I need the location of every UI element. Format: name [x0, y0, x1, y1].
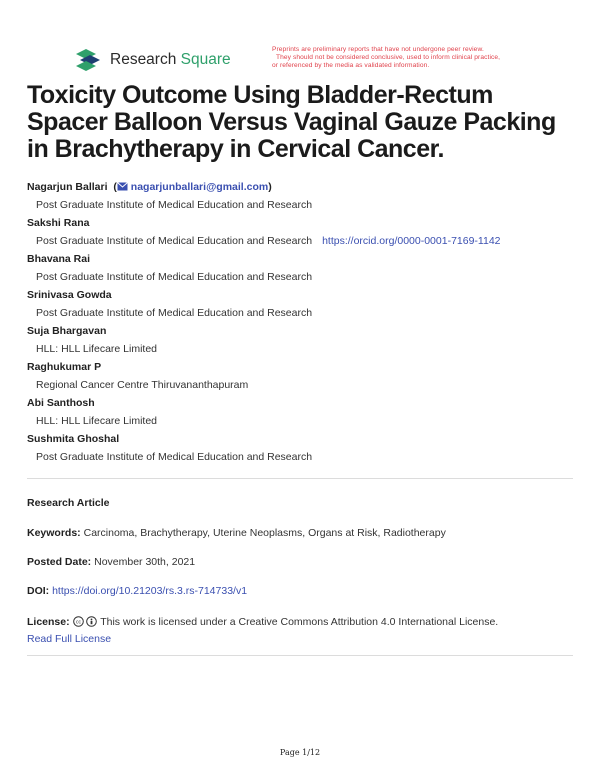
brand-name: Research Square — [110, 51, 231, 68]
author-affiliation: Regional Cancer Centre Thiruvananthapuram — [36, 379, 249, 391]
author-affiliation: Post Graduate Institute of Medical Education and Research — [36, 271, 313, 283]
author-affiliation: Post Graduate Institute of Medical Education and Research — [36, 199, 313, 211]
article-type: Research Article — [27, 497, 110, 509]
envelope-icon — [117, 182, 128, 191]
preprint-notice: Preprints are preliminary reports that have not undergone peer review. They should not be considered conclusive, used to inform clinical practice, or referenced by the media as validated information. — [272, 46, 501, 69]
author-name: Nagarjun Ballari ( nagarjunballari@gmail.com) — [27, 181, 272, 193]
doi: DOI: https://doi.org/10.21203/rs.3.rs-714733/v1 — [27, 585, 248, 597]
author-affiliation: HLL: HLL Lifecare Limited — [36, 415, 158, 427]
author-name: Suja Bhargavan — [27, 325, 107, 337]
cc-icon — [73, 616, 84, 627]
author-affiliation: Post Graduate Institute of Medical Education and Research — [36, 451, 313, 463]
author-affiliation: Post Graduate Institute of Medical Education and Research https://orcid.org/0000-0001-7169-1142 — [36, 235, 501, 247]
license: License: cc This work is licensed under a Creative Commons Attribution 4.0 International License. Read Full License — [27, 616, 499, 645]
author-name: Sakshi Rana — [27, 217, 90, 229]
paper-title: Toxicity Outcome Using Bladder-Rectum Spacer Balloon Versus Vaginal Gauze Packing in Brachytherapy in Cervical Cancer. — [27, 81, 556, 163]
by-icon — [86, 616, 97, 627]
read-full-license-link[interactable]: Read Full License — [27, 633, 112, 645]
author-list — [27, 178, 587, 466]
orcid-link[interactable]: https://orcid.org/0000-0001-7169-1142 — [322, 235, 501, 247]
author-name: Bhavana Rai — [27, 253, 91, 265]
author-name: Abi Santhosh — [27, 397, 95, 409]
author-name: Srinivasa Gowda — [27, 289, 112, 301]
divider — [27, 478, 573, 479]
author-affiliation: Post Graduate Institute of Medical Education and Research — [36, 307, 313, 319]
author-affiliation: HLL: HLL Lifecare Limited — [36, 343, 158, 355]
doi-link[interactable]: https://doi.org/10.21203/rs.3.rs-714733/v1 — [52, 585, 248, 597]
author-email-link[interactable]: nagarjunballari@gmail.com — [117, 181, 268, 193]
author-name: Sushmita Ghoshal — [27, 433, 120, 445]
svg-text:cc: cc — [75, 619, 81, 626]
header — [74, 46, 574, 76]
research-square-logo[interactable] — [74, 48, 231, 72]
author-name: Raghukumar P — [27, 361, 102, 373]
posted-date: Posted Date: November 30th, 2021 — [27, 556, 196, 568]
divider — [27, 655, 573, 656]
page-number: Page 1/12 — [279, 748, 321, 757]
keywords: Keywords: Carcinoma, Brachytherapy, Uterine Neoplasms, Organs at Risk, Radiotherapy — [27, 527, 446, 539]
research-square-logo-icon — [74, 48, 102, 72]
